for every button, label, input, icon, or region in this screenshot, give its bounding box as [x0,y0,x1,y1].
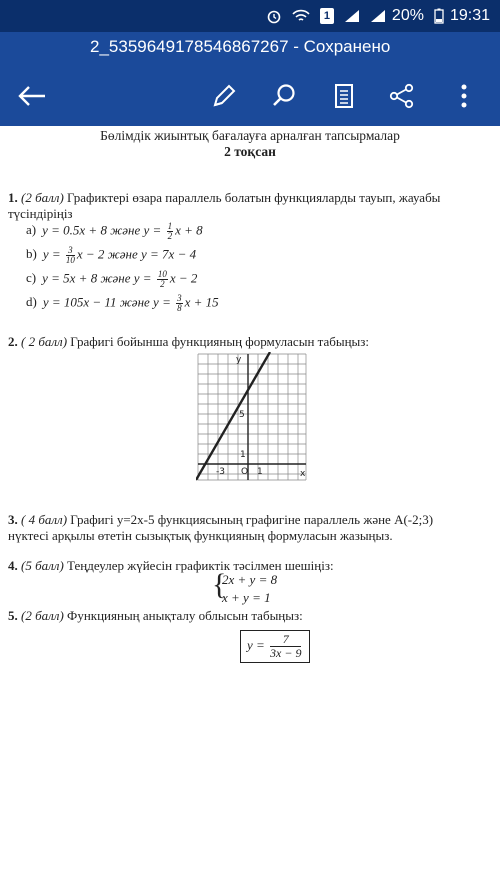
question-1: 1. (2 балл) Графиктері өзара параллель болатын функцияларды тауып, жауабы [8,190,441,205]
brace-icon: { [212,568,227,601]
status-bar [0,0,500,32]
document-title: 2_5359649178546867267 - Сохранено [0,32,500,66]
graph-grid [198,354,306,480]
question-4: 4. (5 балл) Теңдеулер жүйесін графиктік тәсілмен шешіңіз: [8,558,334,573]
option-a: a) y = 0.5x + 8 және y = $\frac{1}{2}$ x + 8 [26,221,203,241]
clock: 19:31 [449,7,490,24]
y-axis-label: y [236,355,242,365]
search-icon[interactable] [266,78,302,114]
function-graph [196,352,308,482]
wifi-icon [292,9,310,23]
battery-percent: 20% [391,7,424,24]
origin-label: O [241,467,249,477]
question-3-cont: нүктесі арқылы өтетін сызықтық функцияның формуласын жазыңыз. [8,528,393,543]
question-5: 5. (2 балл) Функцияның анықталу облысын табыңыз: [8,608,303,623]
pencil-icon[interactable] [206,78,242,114]
option-d: d) y = 105x − 11 және y = $\frac{3}{8}$ x + 15 [26,293,219,313]
battery-icon [434,8,444,24]
document-page[interactable] [0,126,500,888]
doc-header: Бөлімдік жиынтық бағалауға арналған тапсырмалар [100,128,400,143]
arrow-left-icon[interactable] [14,78,50,114]
alarm-icon [266,8,282,24]
toolbar [0,66,500,126]
function-formula: y = $\frac{7}{3x - 9}$ [240,630,310,663]
option-c: c) y = 5x + 8 және y = $\frac{10}{2}$ x − 2 [26,269,198,289]
graph-line [196,352,270,480]
option-b: b) y = $\frac{3}{10}$ x − 2 және y = 7x − 4 [26,245,197,265]
tick-label-neg3: -3 [216,467,225,477]
document-icon[interactable] [326,78,362,114]
x-axis-label: x [300,469,306,479]
notification-badge: 1 [320,8,334,24]
tick-label-5: 5 [239,410,245,420]
question-3: 3. ( 4 балл) Графигі y=2x-5 функциясының графигіне параллель және А(-2;3) [8,512,434,527]
more-vertical-icon[interactable] [446,78,482,114]
tick-label-x1: 1 [257,467,263,477]
share-icon[interactable] [384,78,420,114]
signal-2-icon [370,9,386,23]
tick-label-1: 1 [240,450,246,460]
question-1-cont: түсіндіріңіз [8,206,73,221]
doc-quarter: 2 тоқсан [224,144,276,159]
signal-icon [344,9,360,23]
question-2: 2. ( 2 балл) Графигі бойынша функцияның формуласын табыңыз: [8,334,370,349]
equation-system: { 2x + y = 8 x + y = 1 [212,568,278,605]
